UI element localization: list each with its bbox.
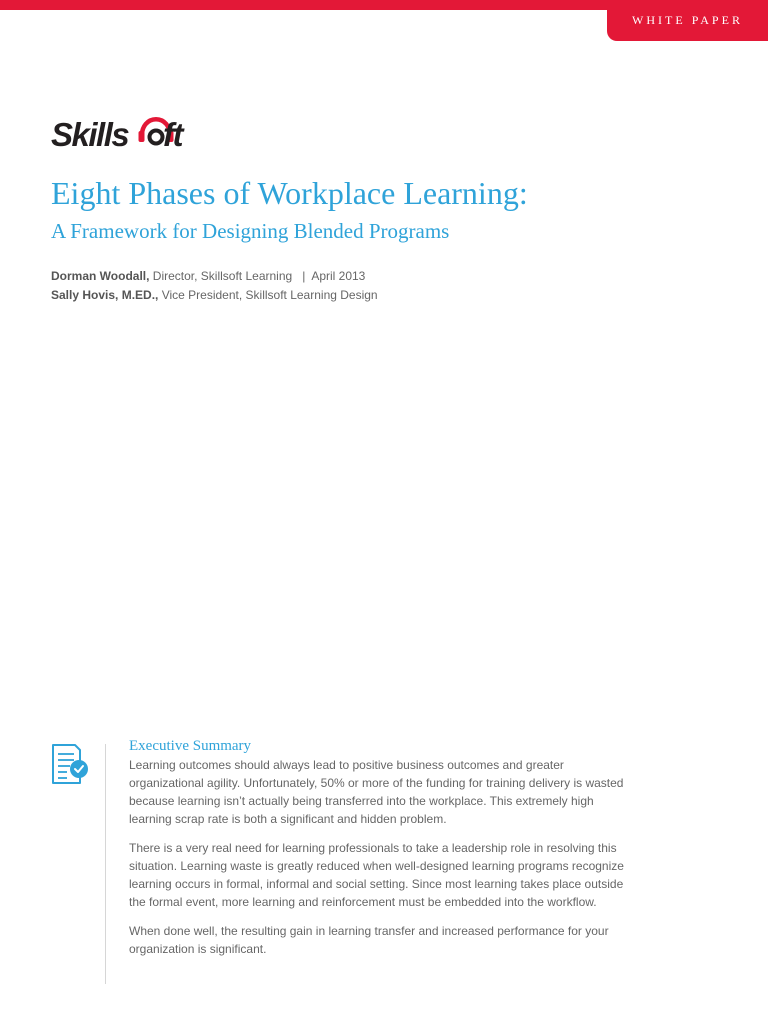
document-checkmark-icon: [50, 742, 90, 786]
logo-text-ft: ft: [163, 116, 182, 153]
author-line: [51, 286, 378, 305]
executive-summary: [129, 738, 639, 969]
logo-text-skills: Skills: [51, 116, 129, 153]
publication-date: April 2013: [311, 269, 366, 283]
summary-heading: Executive Summary: [129, 738, 252, 754]
author-list: [51, 267, 378, 305]
author-line: [51, 267, 378, 286]
skillsoft-logo: [51, 94, 191, 154]
author-name: Dorman Woodall,: [51, 269, 150, 283]
author-separator: |: [302, 269, 306, 283]
summary-divider: [105, 744, 106, 984]
white-paper-tab: [607, 0, 768, 41]
document-title: Eight Phases of Workplace Learning:: [51, 175, 528, 211]
author-role: Director, Skillsoft Learning: [149, 269, 293, 283]
author-name: Sally Hovis, M.ED.,: [51, 288, 159, 302]
document-subtitle: A Framework for Designing Blended Programs: [51, 219, 450, 243]
summary-paragraph: There is a very real need for learning professionals to take a leadership role in resolving this situation. Learning waste is greatly reduced when well-designed learning programs recognize learning occurs in formal, informal and social setting. Since most learning takes place outside the formal event, more learning and reinforcement must be embedded into the workflow.: [129, 841, 624, 909]
white-paper-label: WHITE PAPER: [632, 13, 743, 27]
author-role: Vice President, Skillsoft Learning Design: [158, 288, 378, 302]
summary-paragraph: Learning outcomes should always lead to positive business outcomes and greater organizational agility. Unfortunately, 50% or more of the funding for training delivery is wasted because learning isn’t actually being transferred into the workplace. This extremely high learning scrap rate is both a significant and hidden problem.: [129, 758, 624, 826]
summary-paragraph: When done well, the resulting gain in learning transfer and increased performance for your organization is significant.: [129, 924, 609, 956]
